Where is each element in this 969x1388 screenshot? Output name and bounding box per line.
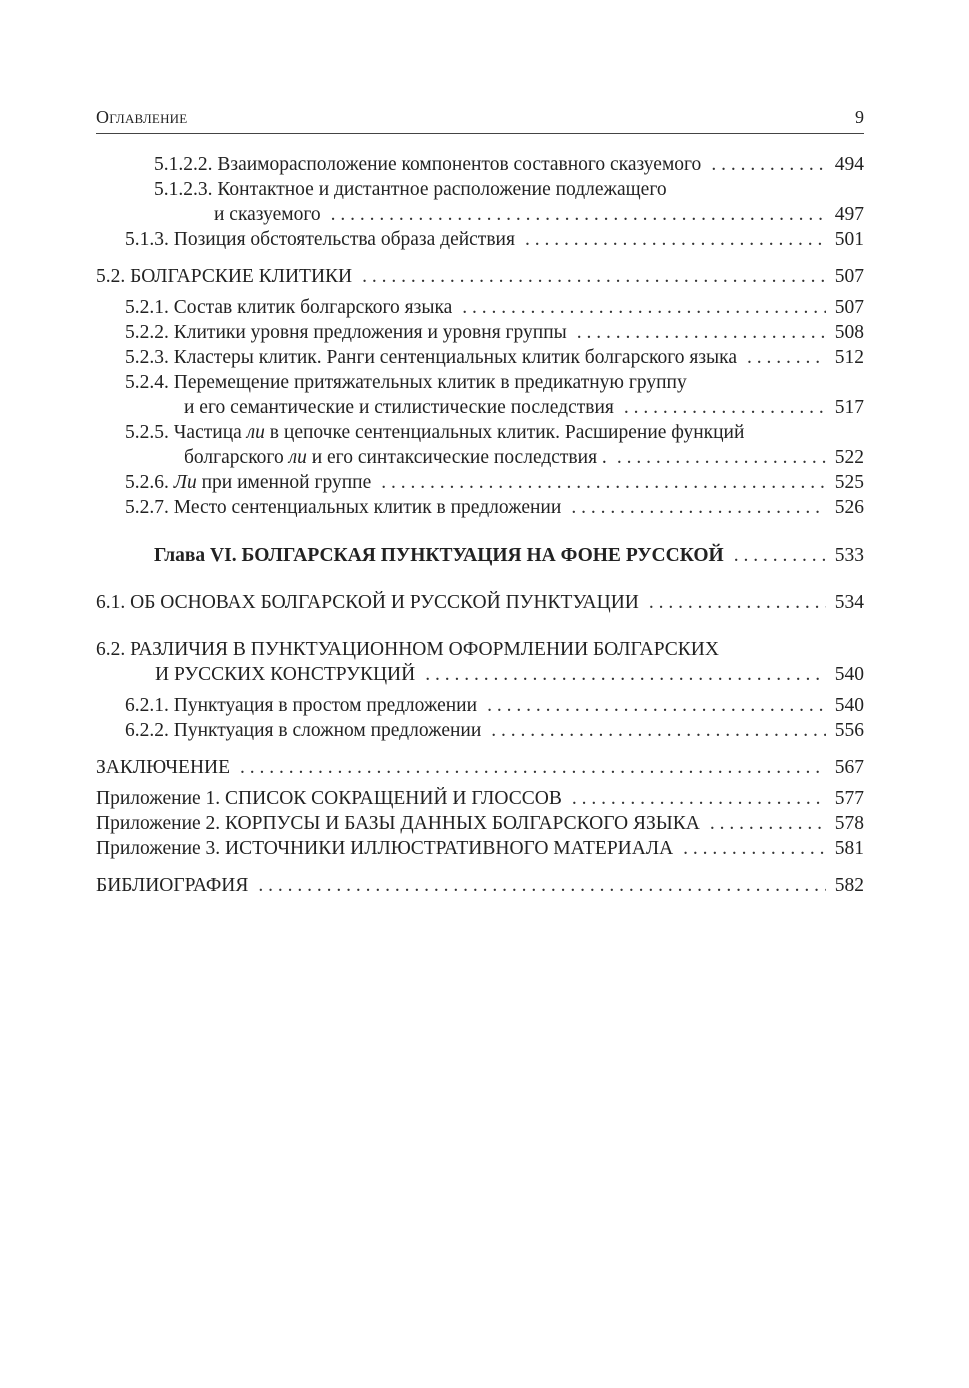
toc-title-part: 5.2.5. Частица [125,422,247,443]
toc-entry-page: 578 [834,813,864,834]
toc-leader-dots [711,152,826,177]
toc-leader-dots [258,873,826,898]
table-of-contents [96,152,864,898]
toc-entry-title: ЗАКЛЮЧЕНИЕ [96,757,231,778]
toc-entry-title: 6.2. РАЗЛИЧИЯ В ПУНКТУАЦИОННОМ ОФОРМЛЕНИИ БОЛГАРСКИХ [96,639,719,660]
toc-entry[interactable] [96,873,864,898]
toc-entry-page: 556 [834,720,864,741]
toc-entry[interactable] [96,693,864,718]
page-number: 9 [855,107,864,127]
toc-title-part: при именной группе [196,472,372,493]
toc-entry-title: Приложение 1. СПИСОК СОКРАЩЕНИЙ И ГЛОССОВ [96,788,562,809]
toc-leader-dots [571,495,826,520]
spacer [96,568,864,590]
toc-entry-title: Глава VI. БОЛГАРСКАЯ ПУНКТУАЦИЯ НА ФОНЕ РУССКОЙ [154,545,724,566]
toc-title-italic: ли [288,447,307,468]
toc-entry-title-continued [125,445,607,470]
toc-entry-title: 5.2.7. Место сентенциальных клитик в предложении [125,497,562,518]
toc-entry-title [125,420,864,445]
toc-entry-page: 577 [834,788,864,809]
toc-entry-page: 497 [834,204,864,225]
toc-leader-dots [577,320,826,345]
toc-entry-chapter[interactable] [96,543,864,568]
toc-entry-page: 508 [834,322,864,343]
toc-entry[interactable] [96,345,864,370]
toc-entry[interactable] [96,295,864,320]
toc-leader-dots [617,445,826,470]
toc-leader-dots [525,227,826,252]
toc-leader-dots [487,693,826,718]
toc-leader-dots [747,345,826,370]
toc-entry-page: 501 [834,229,864,250]
toc-entry-page: 507 [834,266,864,287]
toc-title-part: болгарского [184,447,289,468]
toc-entry[interactable] [96,420,864,470]
toc-entry-title [125,470,371,495]
toc-leader-dots [683,836,826,861]
header-rule [96,133,864,134]
toc-entry-title: Приложение 2. КОРПУСЫ И БАЗЫ ДАННЫХ БОЛГАРСКОГО ЯЗЫКА [96,813,700,834]
toc-title-italic: Ли [173,472,197,493]
toc-leader-dots [362,264,826,289]
toc-entry-page: 525 [834,472,864,493]
toc-entry[interactable] [96,836,864,861]
toc-entry-page: 534 [834,592,864,613]
toc-entry-page: 507 [834,297,864,318]
toc-entry-title: 5.1.3. Позиция обстоятельства образа действия [125,229,515,250]
toc-entry[interactable] [96,495,864,520]
toc-entry[interactable] [96,264,864,289]
toc-leader-dots [462,295,826,320]
toc-leader-dots [491,718,826,743]
toc-entry-page: 517 [834,397,864,418]
running-header-title: Оглавление [96,107,188,127]
spacer [96,861,864,873]
toc-entry-title-continued: и сказуемого [214,204,321,225]
toc-entry-page: 494 [834,154,864,175]
toc-leader-dots [710,811,826,836]
toc-leader-dots [649,590,826,615]
toc-entry-page: 540 [834,695,864,716]
toc-entry[interactable] [96,718,864,743]
spacer [96,743,864,755]
toc-entry[interactable] [96,590,864,615]
spacer [96,615,864,637]
toc-entry-title: БИБЛИОГРАФИЯ [96,875,249,896]
toc-entry-title-continued: и его семантические и стилистические последствия [184,397,614,418]
toc-entry[interactable] [96,755,864,780]
toc-entry[interactable] [96,152,864,177]
toc-entry-title: 6.2.2. Пунктуация в сложном предложении [125,720,482,741]
toc-entry-title: 5.2.4. Перемещение притяжательных клитик в предикатную группу [125,372,687,393]
toc-entry-page: 522 [834,447,864,468]
toc-entry-title: 6.2.1. Пунктуация в простом предложении [125,695,478,716]
toc-entry[interactable] [96,470,864,495]
toc-entry-page: 512 [834,347,864,368]
toc-entry-page: 567 [834,757,864,778]
toc-entry[interactable] [96,370,864,420]
toc-entry-title: 5.2.2. Клитики уровня предложения и уровня группы [125,322,567,343]
running-header [96,108,864,136]
toc-title-italic: ли [246,422,265,443]
toc-entry-title: 5.2. БОЛГАРСКИЕ КЛИТИКИ [96,266,353,287]
toc-leader-dots [381,470,826,495]
toc-entry[interactable] [96,811,864,836]
toc-entry[interactable] [96,177,864,227]
toc-leader-dots [624,395,826,420]
toc-leader-dots [240,755,826,780]
toc-leader-dots [572,786,826,811]
toc-entry[interactable] [96,637,864,687]
toc-entry-title: 5.2.3. Кластеры клитик. Ранги сентенциальных клитик болгарского языка [125,347,737,368]
toc-entry-page: 526 [834,497,864,518]
toc-entry-title: 5.2.1. Состав клитик болгарского языка [125,297,453,318]
toc-leader-dots [734,543,826,568]
toc-entry-title: 5.1.2.2. Взаиморасположение компонентов составного сказуемого [154,154,702,175]
toc-entry-page: 581 [834,838,864,859]
toc-entry-title-continued: И РУССКИХ КОНСТРУКЦИЙ [155,664,416,685]
toc-entry-title: Приложение 3. ИСТОЧНИКИ ИЛЛЮСТРАТИВНОГО МАТЕРИАЛА [96,838,674,859]
toc-leader-dots [425,662,826,687]
toc-entry-page: 540 [834,664,864,685]
toc-title-part: в цепочке сентенциальных клитик. Расширение функций [264,422,745,443]
toc-title-part: 5.2.6. [125,472,174,493]
toc-entry[interactable] [96,227,864,252]
spacer [96,520,864,543]
spacer [96,252,864,264]
toc-entry-title: 6.1. ОБ ОСНОВАХ БОЛГАРСКОЙ И РУССКОЙ ПУНКТУАЦИИ [96,592,639,613]
toc-entry-page: 582 [834,875,864,896]
toc-title-part: и его синтаксические последствия . [306,447,607,468]
toc-entry[interactable] [96,786,864,811]
toc-entry-page: 533 [834,545,864,566]
toc-entry[interactable] [96,320,864,345]
toc-leader-dots [331,202,826,227]
toc-entry-title: 5.1.2.3. Контактное и дистантное расположение подлежащего [154,179,667,200]
